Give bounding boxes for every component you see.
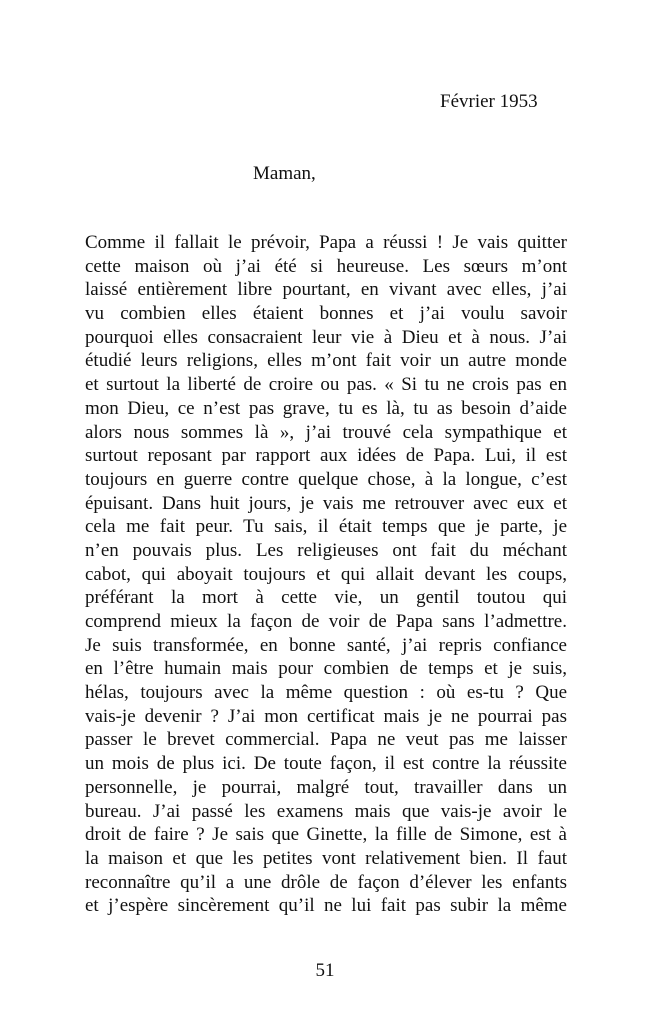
text-line: cette maison où j’ai été si heureuse. Les sœurs m’ont <box>85 255 567 277</box>
text-line: mon Dieu, ce n’est pas grave, tu es là, tu as besoin d’aide <box>85 397 567 419</box>
text-line: la maison et que les petites vont relativement bien. Il faut <box>85 847 567 869</box>
text-line: Je suis transformée, en bonne santé, j’ai repris confiance <box>85 634 567 656</box>
text-line: pourquoi elles consacraient leur vie à Dieu et à nous. J’ai <box>85 326 567 348</box>
text-line: comprend mieux la façon de voir de Papa sans l’admettre. <box>85 611 567 632</box>
text-line: vais-je devenir ? J’ai mon certificat mais je ne pourrai pas <box>85 705 567 727</box>
salutation: Maman, <box>253 163 316 184</box>
text-line: vu combien elles étaient bonnes et j’ai voulu savoir <box>85 303 567 325</box>
text-line: hélas, toujours avec la même question : où es-tu ? Que <box>85 682 567 704</box>
text-line: étudié leurs religions, elles m’ont fait voir un autre monde <box>85 350 567 372</box>
text-line: cabot, qui aboyait toujours et qui allait devant les coups, <box>85 563 567 585</box>
text-line: personnelle, je pourrai, malgré tout, travailler dans un <box>85 776 567 798</box>
text-line: Comme il fallait le prévoir, Papa a réussi ! Je vais quitter <box>85 232 567 253</box>
text-line: épuisant. Dans huit jours, je vais me retrouver avec eux et <box>85 492 567 514</box>
text-line: et j’espère sincèrement qu’il ne lui fait pas subir la même <box>85 895 567 917</box>
page-number: 51 <box>315 960 335 981</box>
text-line: droit de faire ? Je sais que Ginette, la fille de Simone, est à <box>85 824 567 846</box>
text-line: passer le brevet commercial. Papa ne veut pas me laisser <box>85 729 567 751</box>
text-line: surtout reposant par rapport aux idées de Papa. Lui, il est <box>85 445 567 467</box>
text-line: toujours en guerre contre quelque chose, à la longue, c’est <box>85 468 567 490</box>
text-line: préférant la mort à cette vie, un gentil toutou qui <box>85 587 567 609</box>
text-line: cela me fait peur. Tu sais, il était temps que je parte, je <box>85 516 567 538</box>
letter-date: Février 1953 <box>440 91 538 112</box>
text-line: laissé entièrement libre pourtant, en vivant avec elles, j’ai <box>85 279 567 301</box>
text-line: un mois de plus ici. De toute façon, il est contre la réussite <box>85 753 567 775</box>
text-line: en l’être humain mais pour combien de temps et je suis, <box>85 658 567 680</box>
text-line: reconnaître qu’il a une drôle de façon d’élever les enfants <box>85 871 567 893</box>
text-line: bureau. J’ai passé les examens mais que vais-je avoir le <box>85 800 567 822</box>
text-line: alors nous sommes là », j’ai trouvé cela sympathique et <box>85 421 567 443</box>
letter-body <box>85 231 567 918</box>
text-line: n’en pouvais plus. Les religieuses ont fait du méchant <box>85 539 567 561</box>
text-line: et surtout la liberté de croire ou pas. « Si tu ne crois pas en <box>85 374 567 396</box>
